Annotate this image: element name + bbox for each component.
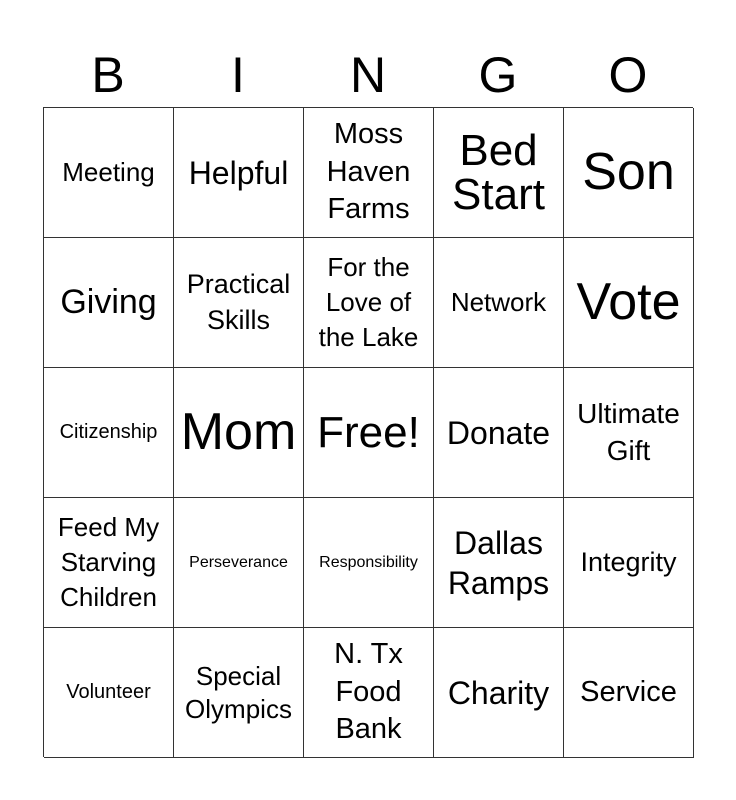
cell-label: Integrity xyxy=(580,546,677,577)
bingo-cell[interactable] xyxy=(174,368,304,498)
cell-label: Giving xyxy=(60,283,157,322)
bingo-cell[interactable] xyxy=(434,498,564,628)
bingo-cell[interactable] xyxy=(304,628,434,758)
cell-label: Helpful xyxy=(188,154,289,191)
cell-label: Meeting xyxy=(62,156,155,187)
cell-label: Vote xyxy=(576,273,681,332)
cell-label: Ultimate Gift xyxy=(577,398,680,466)
bingo-cell[interactable] xyxy=(304,108,434,238)
bingo-cell[interactable] xyxy=(564,368,694,498)
cell-label: Volunteer xyxy=(66,681,151,704)
bingo-cell[interactable] xyxy=(304,498,434,628)
cell-label: N. Tx Food Bank xyxy=(334,637,403,746)
cell-label: Moss Haven Farms xyxy=(326,117,411,226)
free-space-label: Free! xyxy=(317,407,420,457)
cell-label: Practical Skills xyxy=(186,269,291,335)
cell-label: Dallas Ramps xyxy=(447,524,550,601)
bingo-cell[interactable] xyxy=(564,498,694,628)
bingo-cell[interactable] xyxy=(304,238,434,368)
bingo-cell[interactable] xyxy=(44,498,174,628)
cell-label: Special Olympics xyxy=(185,661,292,724)
cell-label: Service xyxy=(580,675,677,708)
bingo-cell[interactable] xyxy=(174,628,304,758)
bingo-cell[interactable] xyxy=(564,628,694,758)
bingo-cell[interactable] xyxy=(434,108,564,238)
cell-label: Citizenship xyxy=(59,421,158,444)
header-letter-g: G xyxy=(478,47,518,103)
cell-label: Bed Start xyxy=(452,125,545,219)
bingo-cell[interactable] xyxy=(44,108,174,238)
bingo-cell[interactable] xyxy=(44,368,174,498)
bingo-cell[interactable] xyxy=(564,238,694,368)
bingo-cell[interactable] xyxy=(174,108,304,238)
header-letter-b: B xyxy=(91,47,125,103)
bingo-card-grid xyxy=(43,107,693,757)
cell-label: Donate xyxy=(446,414,551,451)
header-letter-o: O xyxy=(608,47,648,103)
bingo-header xyxy=(43,42,693,108)
bingo-cell[interactable] xyxy=(564,108,694,238)
header-letter-i: I xyxy=(231,47,245,103)
header-letter-n: N xyxy=(349,47,387,103)
cell-label: Responsibility xyxy=(319,553,418,571)
bingo-cell[interactable] xyxy=(44,628,174,758)
bingo-cell[interactable] xyxy=(174,238,304,368)
bingo-cell[interactable] xyxy=(44,238,174,368)
cell-label: Son xyxy=(582,143,675,202)
cell-label: Feed My Starving Children xyxy=(57,511,160,613)
bingo-cell[interactable] xyxy=(434,368,564,498)
free-space-cell[interactable] xyxy=(304,368,434,498)
cell-label: Network xyxy=(450,286,547,317)
bingo-cell[interactable] xyxy=(434,238,564,368)
cell-label: Mom xyxy=(180,403,297,462)
cell-label: Perseverance xyxy=(189,553,288,571)
bingo-cell[interactable] xyxy=(174,498,304,628)
bingo-cell[interactable] xyxy=(434,628,564,758)
cell-label: For the Love of the Lake xyxy=(318,251,419,353)
cell-label: Charity xyxy=(447,674,550,711)
